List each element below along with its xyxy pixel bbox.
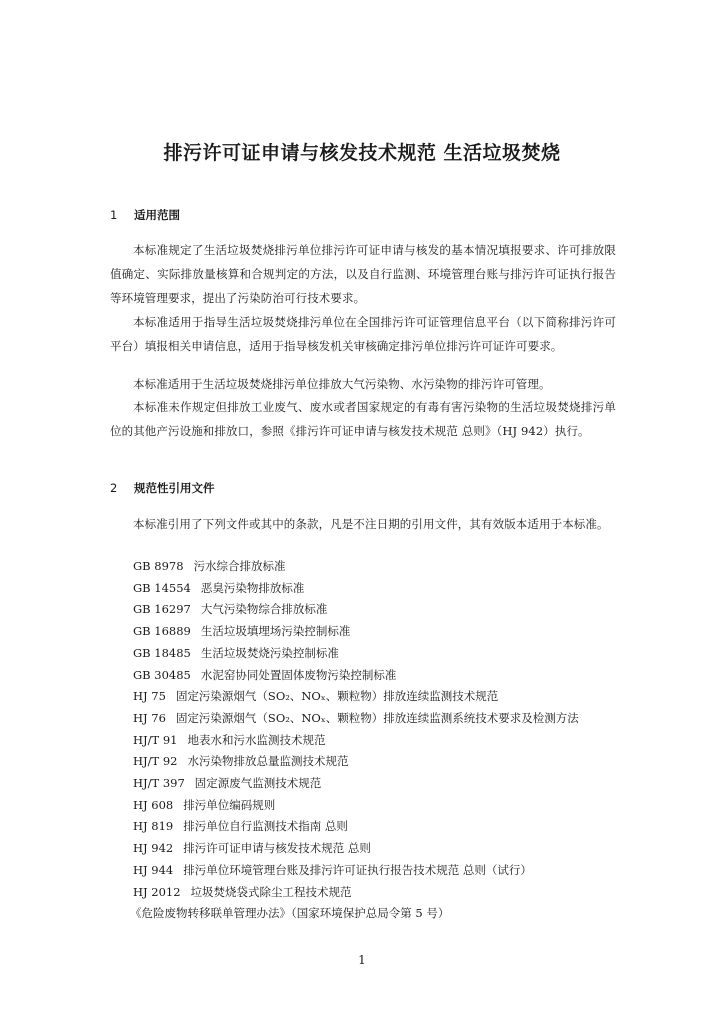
- reference-list: [130, 556, 623, 925]
- reference-title: 固定污染源烟气（SO₂、NOₓ、颗粒物）排放连续监测系统技术要求及检测方法: [175, 710, 579, 725]
- reference-title: 排污单位编码规则: [183, 797, 276, 812]
- paragraph: 本标准引用了下列文件或其中的条款，凡是不注日期的引用文件，其有效版本适用于本标准。: [133, 517, 609, 531]
- reference-code: HJ 608: [133, 797, 174, 812]
- paragraph: 本标准适用于生活垃圾焚烧排污单位排放大气污染物、水污染物的排污许可管理。: [133, 377, 551, 391]
- reference-code: HJ 2012: [133, 884, 181, 899]
- reference-item: [133, 773, 623, 795]
- reference-title: 《危险废物转移联单管理办法》（国家环境保护总局令第 5 号）: [130, 906, 450, 921]
- section-number: 1: [110, 208, 118, 222]
- section-number: 2: [110, 481, 118, 495]
- reference-item: [133, 730, 623, 752]
- reference-item: [130, 903, 623, 925]
- reference-code: GB 30485: [133, 667, 191, 682]
- reference-title: 固定污染源烟气（SO₂、NOₓ、颗粒物）排放连续监测技术规范: [175, 689, 499, 704]
- reference-code: HJ/T 92: [133, 754, 178, 769]
- reference-title: 水泥窑协同处置固体废物污染控制标准: [200, 667, 397, 682]
- reference-item: [133, 665, 623, 687]
- reference-item: [133, 643, 623, 665]
- reference-code: HJ/T 91: [133, 732, 178, 747]
- section-heading-scope: [110, 207, 180, 223]
- section-title: 规范性引用文件: [134, 481, 215, 495]
- reference-title: 固定源废气监测技术规范: [194, 776, 322, 791]
- document-title: 排污许可证申请与核发技术规范 生活垃圾焚烧: [163, 142, 561, 164]
- reference-code: HJ/T 397: [133, 776, 185, 791]
- reference-item: [133, 686, 623, 708]
- reference-item: [133, 882, 623, 904]
- reference-title: 排污单位自行监测技术指南 总则: [183, 819, 348, 834]
- reference-code: HJ 819: [133, 819, 174, 834]
- page-number: 1: [358, 953, 366, 967]
- reference-title: 生活垃圾焚烧污染控制标准: [200, 645, 339, 660]
- reference-code: GB 18485: [133, 645, 191, 660]
- reference-code: GB 16889: [133, 624, 191, 639]
- reference-title: 垃圾焚烧袋式除尘工程技术规范: [190, 884, 352, 899]
- reference-title: 大气污染物综合排放标准: [200, 602, 328, 617]
- reference-item: [133, 860, 623, 882]
- paragraph: 本标准适用于指导生活垃圾焚烧排污单位在全国排污许可证管理信息平台（以下简称排污许可平台）填报相关申请信息，适用于指导核发机关审核确定排污单位排污许可证许可要求。: [110, 315, 616, 353]
- reference-item: [133, 816, 623, 838]
- reference-code: HJ 944: [133, 862, 174, 877]
- reference-item: [133, 838, 623, 860]
- reference-title: 排污许可证申请与核发技术规范 总则: [183, 841, 371, 856]
- reference-code: HJ 75: [133, 689, 166, 704]
- reference-code: HJ 942: [133, 841, 174, 856]
- reference-item: [133, 751, 623, 773]
- reference-item: [133, 795, 623, 817]
- reference-title: 水污染物排放总量监测技术规范: [187, 754, 349, 769]
- section-title: 适用范围: [134, 208, 181, 222]
- reference-item: [133, 578, 623, 600]
- reference-title: 地表水和污水监测技术规范: [187, 732, 326, 747]
- reference-title: 污水综合排放标准: [193, 559, 286, 573]
- reference-title: 生活垃圾填埋场污染控制标准: [200, 624, 351, 639]
- reference-title: 恶臭污染物排放标准: [200, 580, 305, 595]
- reference-code: GB 8978: [133, 559, 184, 573]
- reference-item: [133, 708, 623, 730]
- paragraph: 本标准规定了生活垃圾焚烧排污单位排污许可证申请与核发的基本情况填报要求、许可排放限值确定、实际排放量核算和合规判定的方法，以及自行监测、环境管理台账与排污许可证执行报告等环境管理要求，提出了污染防治可行技术要求。: [110, 243, 616, 305]
- section-heading-references: [110, 480, 215, 496]
- reference-code: GB 16297: [133, 602, 191, 617]
- reference-code: GB 14554: [133, 580, 191, 595]
- paragraph: 本标准未作规定但排放工业废气、废水或者国家规定的有毒有害污染物的生活垃圾焚烧排污单位的其他产污设施和排放口，参照《排污许可证申请与核发技术规范 总则》（HJ 942）执行。: [110, 400, 616, 438]
- reference-code: HJ 76: [133, 710, 166, 725]
- reference-item: [133, 599, 623, 621]
- reference-item: [133, 621, 623, 643]
- reference-item: [133, 556, 623, 578]
- reference-title: 排污单位环境管理台账及排污许可证执行报告技术规范 总则（试行）: [183, 862, 532, 877]
